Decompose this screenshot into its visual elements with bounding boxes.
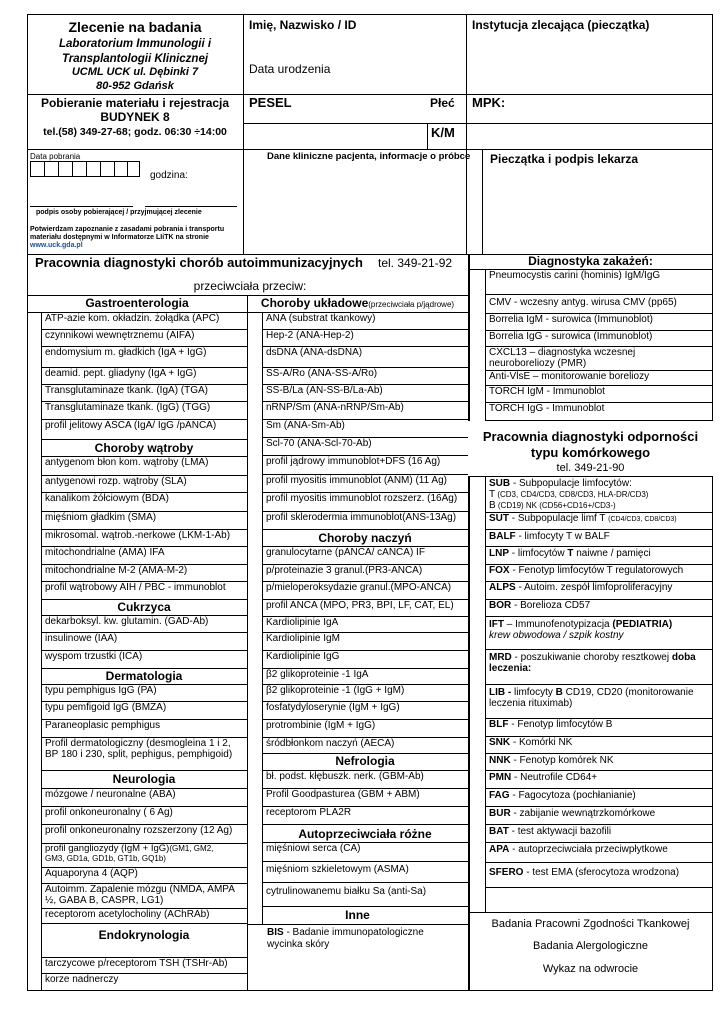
test-label: - poszukiwanie choroby resztkowej [511, 652, 672, 663]
test-label: CMV - wczesny antyg. wirusa CMV (pp65) [489, 297, 677, 308]
test-row[interactable] [262, 420, 468, 438]
test-row[interactable] [485, 807, 713, 825]
test-row[interactable] [485, 295, 713, 314]
test-label: granulocytarne (pANCA/ cANCA) IF [266, 547, 425, 558]
test-label: BP 180 i 230, split, pephigus, pemphigoid) [45, 749, 233, 760]
pesel-label: PESEL [249, 95, 292, 110]
test-label: - Subpopulacje limf T [509, 513, 606, 524]
test-label: nRNP/Sm (ANA-nRNP/Sm-Ab) [266, 402, 404, 413]
test-label: - limfocyty T w BALF [515, 531, 610, 542]
divider [247, 295, 248, 991]
test-row[interactable] [41, 565, 247, 582]
test-label: doba [671, 652, 696, 663]
sex-km-label: K/M [431, 125, 455, 140]
test-label: TORCH IgM - Immunoblot [489, 386, 605, 397]
test-label: limfocyty [511, 687, 556, 698]
test-row[interactable] [485, 737, 713, 754]
test-label: CXCL13 – diagnostyka wczesnej [489, 347, 636, 358]
test-label: TORCH IgG - Immunoblot [489, 403, 605, 414]
test-code: BOR [489, 600, 512, 611]
test-label: fosfatydyloserynie (IgM + IgG) [266, 702, 400, 713]
test-label: Hep-2 (ANA-Hep-2) [266, 330, 354, 341]
test-label-detail: GM3, GD1a, GD1b, GT1b, GQ1b) [45, 854, 166, 864]
test-label: profil onkoneuronalny ( 6 Ag) [45, 807, 173, 818]
info-link[interactable]: www.uck.gda.pl [30, 242, 83, 249]
section-diabetes: Cukrzyca [41, 600, 247, 616]
test-row[interactable] [41, 720, 247, 738]
test-code: PMN [489, 772, 512, 783]
test-row[interactable] [41, 420, 247, 440]
test-code: ALPS [489, 582, 516, 593]
test-label: p/proteinazie 3 granul.(PR3-ANCA) [266, 565, 423, 576]
test-row[interactable] [485, 650, 713, 685]
order-title: Zlecenie na badania [68, 19, 202, 35]
test-row[interactable] [485, 685, 713, 719]
test-code: MRD [489, 652, 512, 663]
test-row[interactable] [41, 702, 247, 720]
test-label: korze nadnerczy [45, 974, 119, 985]
test-code: BLF [489, 719, 509, 730]
test-label: - Komórki NK [510, 737, 573, 748]
test-row[interactable] [485, 270, 713, 295]
test-label: Transglutaminaze tkank. (IgG) (TGG) [45, 402, 211, 413]
test-label: mięśniom szkieletowym (ASMA) [266, 864, 409, 875]
immunity-lab-title: Pracownia diagnostyki odporności [482, 429, 699, 444]
test-label: typu pemfigoid IgG (BMZA) [45, 702, 167, 713]
test-row[interactable] [262, 456, 468, 475]
antibodies-label: przeciwciała przeciw: [193, 279, 307, 293]
test-label: profil myositis immunoblot rozszerz. (16Ag) [266, 493, 458, 504]
test-label: naiwne / pamięci [573, 548, 651, 559]
test-label: β2 glikoproteinie -1 IgA [266, 669, 369, 680]
autoimmune-lab-phone: tel. 349-21-92 [378, 256, 453, 270]
test-code: BALF [489, 531, 516, 542]
test-code: BAT [489, 826, 509, 837]
test-code: FAG [489, 790, 510, 801]
test-code: SUT [489, 513, 509, 524]
immunity-lab-phone: tel. 349-21-90 [556, 462, 625, 474]
test-code: T [489, 489, 496, 500]
test-row[interactable] [262, 633, 468, 651]
test-row[interactable] [485, 600, 713, 617]
test-label: tarczycowe p/receptorom TSH (TSHr-Ab) [45, 958, 228, 969]
test-code: SFERO [489, 867, 524, 878]
test-row[interactable] [485, 331, 713, 347]
test-label: Autoimm. Zapalenie mózgu (NMDA, AMPA [45, 884, 235, 895]
test-label: SS-B/La (AN-SS-B/La-Ab) [266, 385, 383, 396]
test-row[interactable] [41, 457, 247, 476]
test-label: profil gangliozydy (IgM + IgG) [45, 844, 170, 854]
test-label: leczenia: [489, 663, 532, 674]
test-row[interactable] [41, 807, 247, 825]
test-row[interactable] [41, 789, 247, 807]
test-row[interactable] [41, 616, 247, 633]
test-label: - Fenotyp limfocytów B [508, 719, 613, 730]
bis-test[interactable] [267, 927, 462, 950]
test-label: deamid. pept. gliadyny (IgA + IgG) [45, 368, 197, 379]
test-row[interactable] [41, 493, 247, 512]
test-label: Profil Goodpasturea (GBM + ABM) [266, 789, 420, 800]
test-label-detail: (CD3, CD4/CD3, CD8/CD3, HLA-DR/CD3) [495, 490, 649, 499]
divider [468, 254, 470, 991]
footer-note: Badania Pracowni Zgodności Tkankowej [491, 918, 690, 930]
test-code: APA [489, 844, 510, 855]
section-neurology: Neurologia [41, 772, 247, 789]
section-vessels: Choroby naczyń [262, 531, 468, 547]
test-label: receptorom acetylocholiny (AChRAb) [45, 909, 210, 920]
test-label: mitochondrialne (AMA) IFA [45, 547, 165, 558]
test-row[interactable] [262, 807, 468, 825]
test-code: B [489, 500, 496, 511]
test-label: kanalikom żółciowym (BDA) [45, 493, 169, 504]
test-label: protrombinie (IgM + IgG) [266, 720, 376, 731]
test-row[interactable] [41, 738, 247, 771]
collection-title: Pobieranie materiału i rejestracja [40, 96, 230, 110]
collection-hours: tel.(58) 349-27-68; godz. 06:30 ÷14:00 [43, 126, 227, 138]
sampling-date-label: Data pobrania [30, 152, 81, 161]
test-label: profil onkoneuronalny rozszerzony (12 Ag) [45, 825, 233, 836]
test-label: śródbłonkom naczyń (AECA) [266, 738, 395, 749]
test-row[interactable] [41, 844, 247, 868]
test-code: BIS [267, 927, 284, 938]
footer-note: Badania Alergologiczne [533, 940, 648, 952]
divider [100, 161, 101, 177]
test-row[interactable] [262, 475, 468, 493]
test-label: – Immunofenotypizacja [504, 619, 613, 630]
divider [27, 94, 713, 95]
test-row[interactable] [485, 617, 713, 650]
divider [243, 123, 466, 124]
divider [58, 161, 59, 177]
test-row[interactable] [262, 600, 468, 617]
sex-label: Płeć [430, 96, 455, 110]
name-id-label: Imię, Nazwisko / ID [249, 18, 357, 32]
test-row[interactable] [262, 685, 468, 702]
test-label: cytrulinowanemu białku Sa (anti-Sa) [266, 886, 427, 897]
divider [86, 161, 87, 177]
test-label: p/mieloperoksydazie granul.(MPO-ANCA) [266, 582, 452, 593]
test-row[interactable] [485, 314, 713, 331]
test-label: insulinowe (IAA) [45, 633, 118, 644]
test-label: profil ANCA (MPO, PR3, BPI, LF, CAT, EL) [266, 600, 454, 611]
test-label: profil wątrobowy AIH / PBC - immunoblot [45, 582, 226, 593]
test-label: Transglutaminaze tkank. (IgA) (TGA) [45, 385, 209, 396]
test-label: dsDNA (ANA-dsDNA) [266, 347, 363, 358]
divider [27, 149, 713, 150]
test-label: bł. podst. kłębuszk. nerk. (GBM-Ab) [266, 771, 424, 782]
section-endocrinology: Endokrynologia [98, 928, 190, 942]
test-label: - test EMA (sferocytoza wrodzona) [523, 867, 680, 878]
test-row[interactable] [262, 347, 468, 368]
test-label: - Fagocytoza (pochłanianie) [509, 790, 636, 801]
confirmation-text: Potwierdzam zapoznanie z zasadami pobrania i transportu [30, 226, 225, 233]
test-row[interactable] [41, 512, 247, 530]
test-label: endomysium m. gładkich (IgA + IgG) [45, 347, 207, 358]
collection-building: BUDYNEK 8 [100, 110, 170, 124]
test-label: (PEDIATRIA) [612, 619, 673, 630]
test-label: - Fenotyp limfocytów T regulatorowych [509, 565, 684, 576]
section-systemic-title: Choroby układowe [260, 296, 369, 310]
section-dermatology: Dermatologia [41, 669, 247, 685]
section-misc: Inne [247, 907, 468, 925]
test-row[interactable] [41, 368, 247, 385]
test-label-detail: krew obwodowa / szpik kostny [489, 630, 624, 641]
test-row[interactable] [485, 530, 713, 547]
test-label: mózgowe / neuronalne (ABA) [45, 789, 176, 800]
test-label: Profil dermatologiczny (desmogleina 1 i 2, [45, 738, 231, 749]
test-row[interactable] [262, 651, 468, 669]
test-row[interactable] [485, 386, 713, 403]
test-code: SUB [489, 478, 511, 489]
test-row[interactable] [41, 347, 247, 368]
test-row[interactable] [262, 368, 468, 385]
section-other-antibodies: Autoprzeciwciała różne [262, 825, 468, 843]
institution-label: Instytucja zlecająca (pieczątka) [472, 18, 650, 32]
test-code: LNP [489, 548, 509, 559]
divider [127, 161, 128, 177]
test-label: - test aktywacji bazofili [508, 826, 612, 837]
test-label: CD19, CD20 (monitorowanie [562, 687, 694, 698]
section-infections: Diagnostyka zakażeń: [468, 254, 713, 270]
test-row[interactable] [262, 669, 468, 685]
test-code: IFT [489, 619, 504, 630]
test-row[interactable] [262, 862, 468, 883]
test-label: - Borelioza CD57 [511, 600, 591, 611]
test-row[interactable] [262, 547, 468, 565]
clinical-data-label: Dane kliniczne pacjenta, informacje o próbce [267, 151, 471, 162]
test-label: Sm (ANA-Sm-Ab) [266, 420, 345, 431]
test-row[interactable] [262, 582, 468, 600]
test-code: NNK [489, 755, 511, 766]
test-label: B [555, 687, 563, 698]
test-label: antygenom błon kom. wątroby (LMA) [45, 457, 209, 468]
divider [72, 161, 73, 177]
test-row[interactable] [41, 330, 247, 347]
lab-name-line: Transplantologii Klinicznej [61, 53, 209, 65]
test-row[interactable] [485, 754, 713, 771]
lab-address: UCML UCK ul. Dębinki 7 [71, 66, 199, 78]
test-row[interactable] [262, 330, 468, 347]
test-label: dekarboksyl. kw. glutamin. (GAD-Ab) [45, 616, 209, 627]
test-row[interactable] [262, 402, 468, 420]
test-label: mięśniowi serca (CA) [266, 843, 361, 854]
birth-date-label: Data urodzenia [249, 62, 331, 76]
test-row[interactable] [262, 385, 468, 402]
test-label: - autoprzeciwciała przeciwpłytkowe [509, 844, 668, 855]
lab-name-line: Laboratorium Immunologii i [58, 38, 212, 50]
test-row[interactable] [41, 685, 247, 702]
lab-postcode: 80-952 Gdańsk [96, 80, 174, 92]
sampling-date-field[interactable] [30, 161, 140, 177]
test-row[interactable] [485, 582, 713, 600]
test-label: ANA (substrat tkankowy) [266, 313, 376, 324]
test-row[interactable] [41, 651, 247, 669]
test-row[interactable] [41, 476, 247, 493]
section-systemic [247, 296, 468, 313]
test-label-detail: (CD4/CD3, CD8/CD3) [608, 516, 677, 523]
test-row[interactable] [262, 843, 468, 862]
test-label: neuroboreliozy (PMR) [489, 358, 587, 369]
test-label: typu pemphigus IgG (PA) [45, 685, 157, 696]
test-label-detail: (GM1, GM2, [169, 844, 214, 853]
test-label: wyspom trzustki (ICA) [45, 651, 143, 662]
test-label: profil sklerodermia immunoblot(ANS-13Ag) [266, 512, 457, 523]
test-row[interactable] [41, 547, 247, 565]
test-row[interactable] [41, 884, 247, 909]
test-row[interactable] [262, 617, 468, 633]
test-row[interactable] [262, 313, 468, 330]
test-label: Borrelia IgG - surowica (Immunoblot) [489, 331, 653, 342]
test-label: T [567, 548, 574, 559]
test-label: receptorom PLA2R [266, 807, 352, 818]
test-label-detail: (CD19) NK (CD56+CD16+/CD3-) [495, 501, 616, 510]
test-label: profil jądrowy immunoblot+DFS (16 Ag) [266, 456, 441, 467]
divider [466, 123, 713, 124]
test-label: - Badanie immunopatologiczne [283, 927, 424, 938]
confirmation-text: materiału dostępnymi w Informatorze LIiTK na stronie [30, 234, 209, 241]
signature-label: podpis osoby pobierającej / przyjmującej zlecenie [36, 209, 202, 216]
test-row[interactable] [262, 720, 468, 738]
test-row[interactable] [262, 438, 468, 456]
test-label: ½, GABA B, CASPR, LG1) [45, 895, 164, 906]
test-label: leczenia rituximab) [489, 698, 573, 709]
test-label: - Subpopulacje limfocytów: [510, 478, 632, 489]
test-label: SS-A/Ro (ANA-SS-A/Ro) [266, 368, 378, 379]
test-row[interactable] [41, 974, 247, 991]
test-code: FOX [489, 565, 510, 576]
test-label: mikrosomal. wątrob.-nerkowe (LKM-1-Ab) [45, 530, 231, 541]
test-label: profil jelitowy ASCA (IgA/ IgG /pANCA) [45, 420, 217, 431]
test-row[interactable] [485, 719, 713, 737]
test-label: czynnikowi wewnętrznemu (AIFA) [45, 330, 195, 341]
test-label: mitochondrialne M-2 (AMA-M-2) [45, 565, 188, 576]
test-row[interactable] [485, 843, 713, 863]
divider [44, 161, 45, 177]
test-row[interactable] [41, 402, 247, 420]
test-row[interactable] [41, 909, 247, 924]
test-label: - Autoim. zespół limfoproliferacyjny [515, 582, 673, 593]
test-row[interactable] [41, 958, 247, 974]
test-label: ATP-azie kom. okładzin. żołądka (APC) [45, 313, 220, 324]
divider [114, 161, 115, 177]
section-liver: Choroby wątroby [41, 441, 247, 457]
test-row[interactable] [485, 513, 713, 530]
test-label: Paraneoplasic pemphigus [45, 720, 161, 731]
test-row[interactable] [41, 633, 247, 651]
test-row[interactable] [262, 738, 468, 754]
section-nephrology: Nefrologia [262, 754, 468, 771]
test-label: Aquaporyna 4 (AQP) [45, 868, 138, 879]
test-row[interactable] [41, 385, 247, 402]
immunity-lab-title: typu komórkowego [530, 445, 651, 460]
stamp-signature-label: Pieczątka i podpis lekarza [490, 152, 639, 166]
test-row[interactable] [485, 565, 713, 582]
footer-note: Wykaz na odwrocie [542, 963, 639, 975]
test-label: - limfocytów [509, 548, 568, 559]
test-label: Kardiolipinie IgG [266, 651, 340, 662]
test-row[interactable] [485, 403, 713, 421]
test-label: Anti-VlsE – monitorowanie boreliozy [489, 371, 650, 382]
test-label: Kardiolipinie IgM [266, 633, 340, 644]
autoimmune-lab-title: Pracownia diagnostyki chorób autoimmunizacyjnych [35, 255, 363, 270]
signature-line[interactable] [30, 206, 133, 207]
test-row[interactable] [485, 477, 713, 513]
test-code: BUR [489, 808, 511, 819]
test-label: - zabijanie wewnątrzkomórkowe [510, 808, 656, 819]
divider [482, 149, 483, 254]
test-row[interactable] [485, 347, 713, 371]
test-row[interactable] [262, 565, 468, 582]
test-label: profil myositis immunoblot (ANM) (11 Ag) [266, 475, 447, 486]
test-row[interactable] [485, 771, 713, 789]
test-row[interactable] [41, 530, 247, 547]
test-row[interactable] [41, 313, 247, 330]
test-label: Scl-70 (ANA-Scl-70-Ab) [266, 438, 372, 449]
test-row[interactable] [485, 371, 713, 386]
sampling-time-label: godzina: [150, 170, 188, 181]
test-row[interactable] [485, 789, 713, 807]
test-row[interactable] [262, 883, 468, 907]
test-row[interactable] [262, 771, 468, 789]
test-row[interactable] [485, 547, 713, 565]
test-label: antygenowi rozp. wątroby (SLA) [45, 476, 187, 487]
section-systemic-subtitle: (przeciwciała p/jądrowe) [368, 300, 455, 309]
test-row[interactable] [262, 512, 468, 530]
mpk-label: MPK: [472, 95, 506, 110]
test-label: Borrelia IgM - surowica (Immunoblot) [489, 314, 653, 325]
test-label: - Neutrofile CD64+ [511, 772, 598, 783]
test-row[interactable] [485, 863, 713, 888]
test-label: Pneumocystis carini (hominis) IgM/IgG [489, 270, 661, 281]
test-row[interactable] [41, 868, 247, 884]
test-row[interactable] [485, 825, 713, 843]
divider [466, 14, 467, 255]
test-code: LIB - [489, 687, 512, 698]
test-row[interactable] [41, 825, 247, 844]
test-row[interactable] [262, 702, 468, 720]
test-label: wycinka skóry [267, 938, 330, 950]
test-row[interactable] [262, 789, 468, 807]
test-label: Kardiolipinie IgA [266, 617, 339, 628]
test-label: - Fenotyp komórek NK [510, 755, 614, 766]
test-row[interactable] [262, 493, 468, 512]
divider [243, 14, 244, 255]
test-row[interactable] [41, 582, 247, 600]
divider [468, 912, 713, 913]
section-gastroenterology: Gastroenterologia [27, 296, 247, 313]
test-label: β2 glikoproteinie -1 (IgG + IgM) [266, 685, 405, 696]
test-label: mięśniom gładkim (SMA) [45, 512, 157, 523]
test-code: SNK [489, 737, 511, 748]
divider [427, 123, 428, 149]
signature-line[interactable] [145, 206, 237, 207]
